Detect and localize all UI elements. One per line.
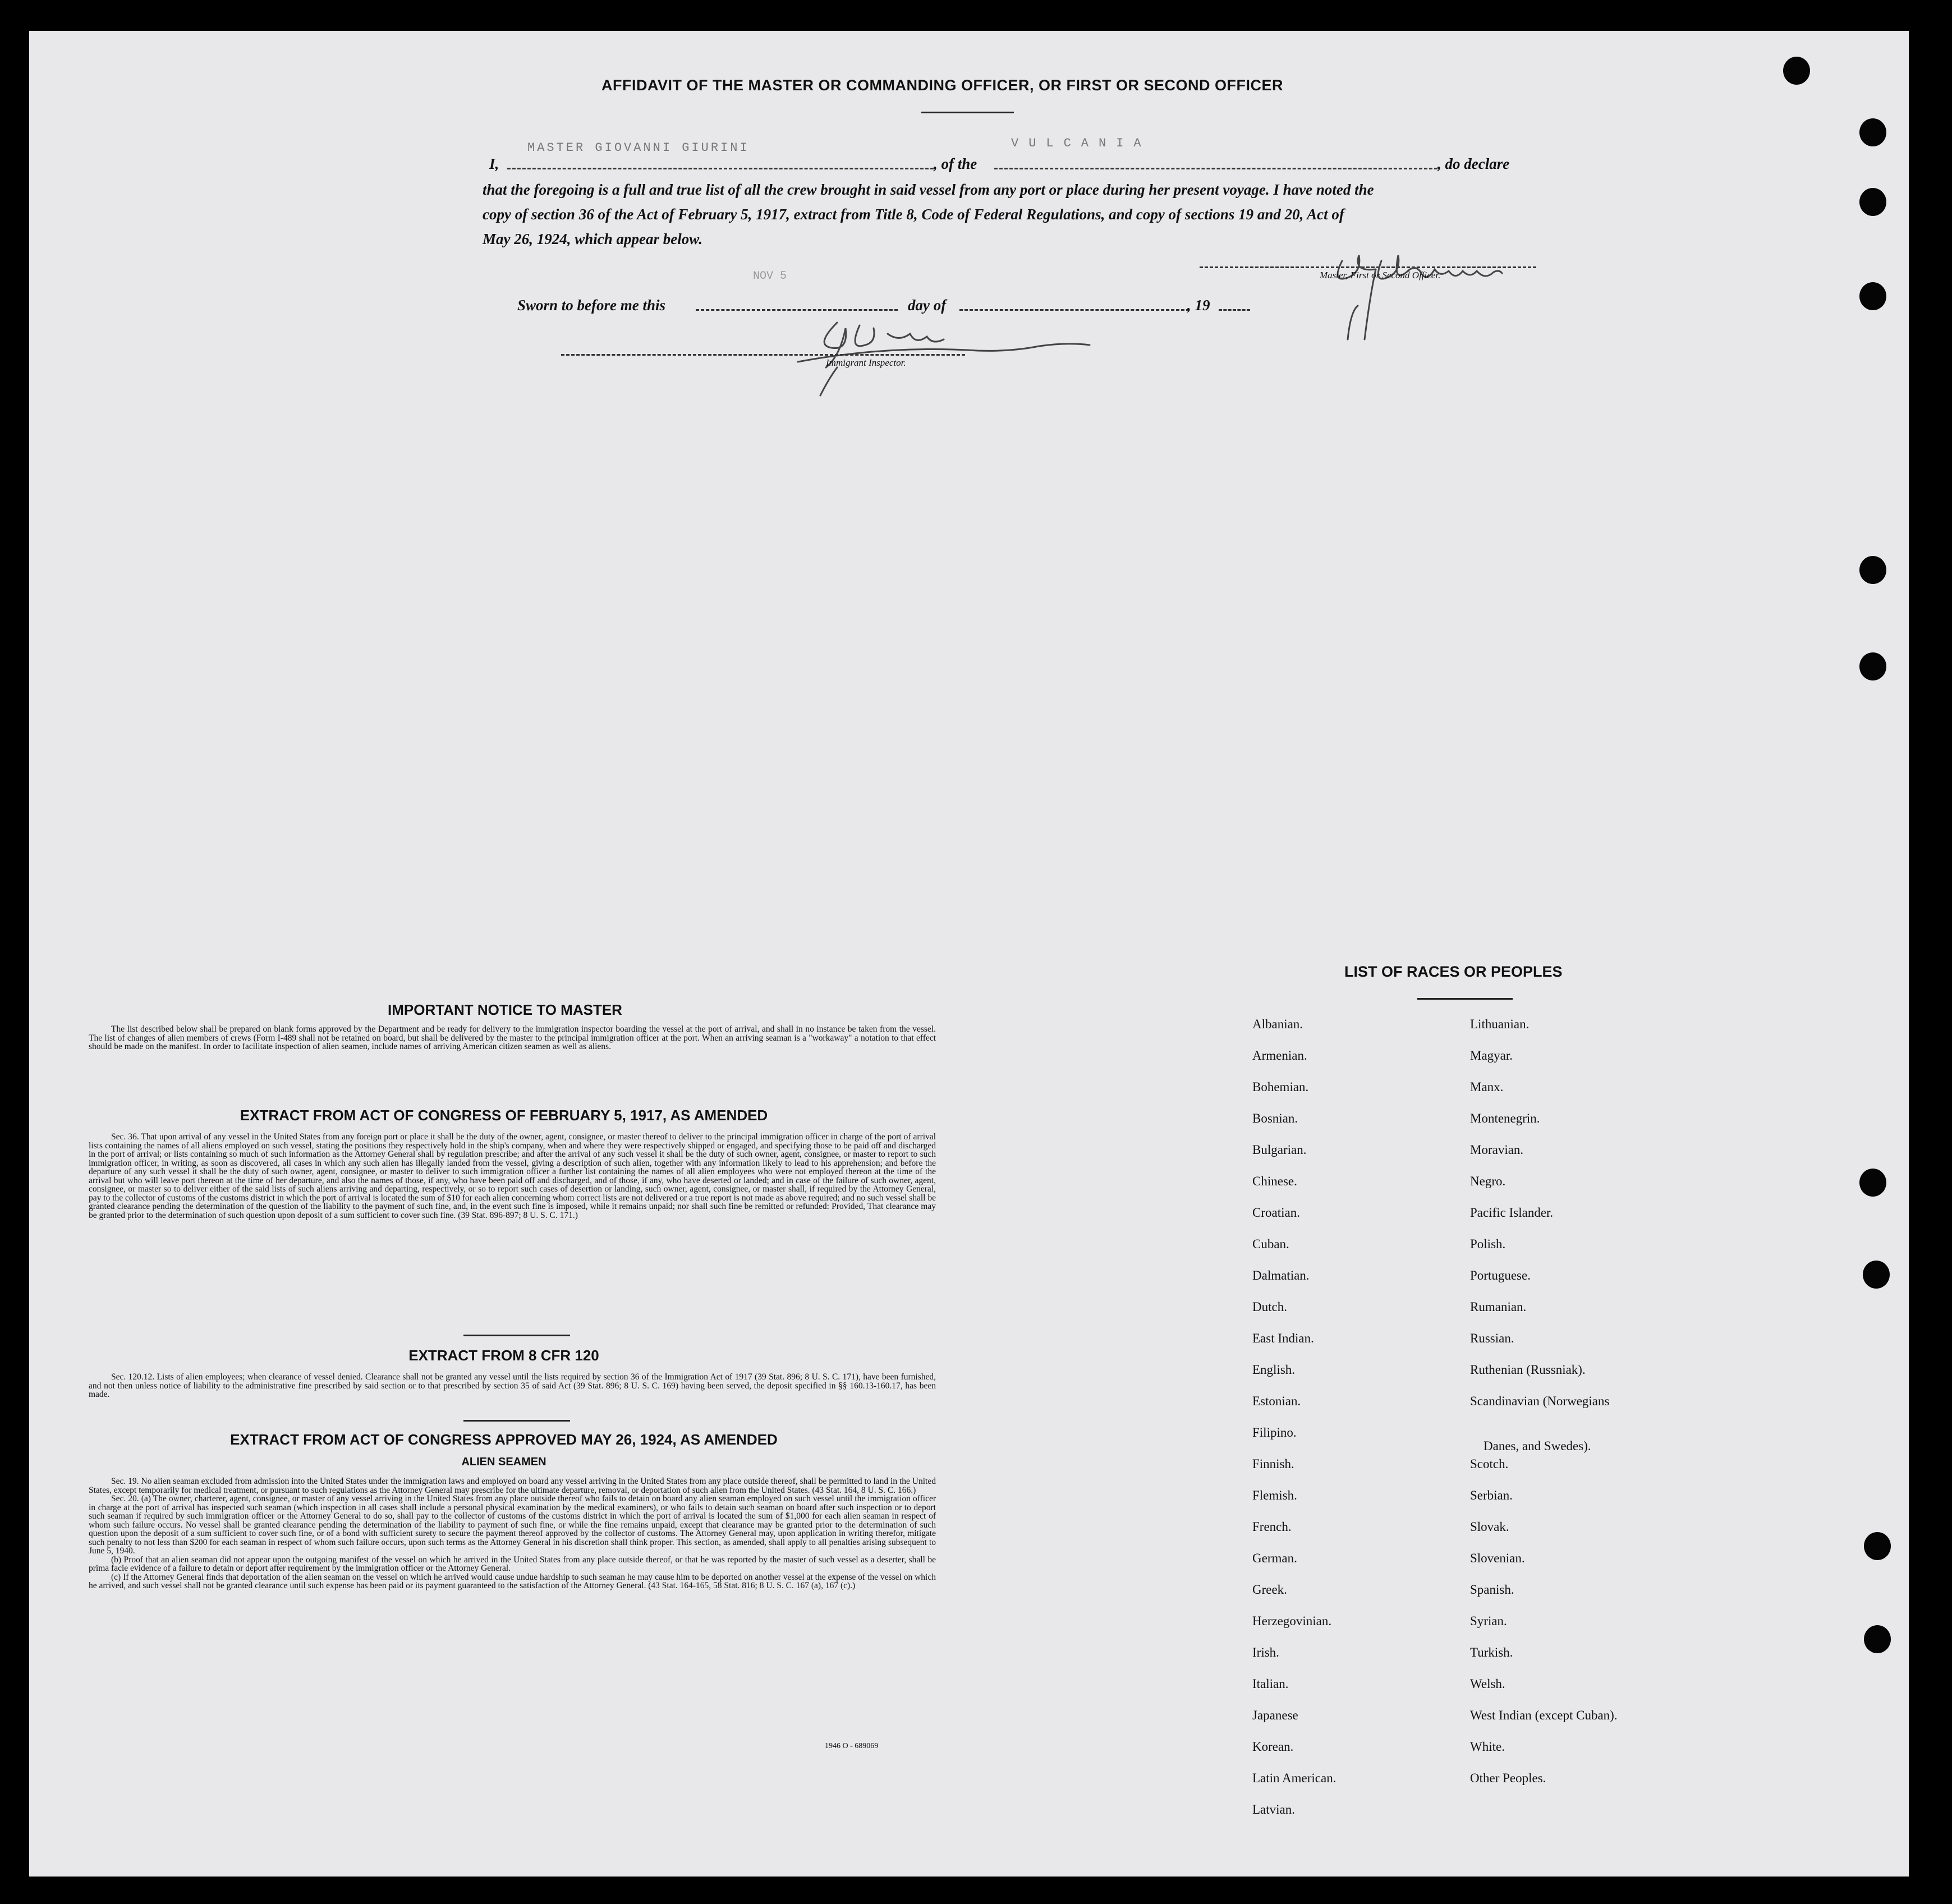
punch-hole xyxy=(1864,1532,1891,1560)
race-item: German. xyxy=(1252,1551,1297,1565)
race-item: Pacific Islander. xyxy=(1470,1206,1554,1220)
race-item: Japanese xyxy=(1252,1708,1298,1722)
sworn-date-line xyxy=(696,309,898,311)
sec19-paragraph: Sec. 19. No alien seaman excluded from admission into the United States under the immigration laws and employed on board any vessel arriving in the United States from any place outside thereof, shall be permitted to land in the United States, except temporarily for medical treatment, or pursuant to such regulations as the Attorney General may prescribe for the ultimate departure, removal, or deportation of such alien from the United States. (43 Stat. 164, 8 U. S. C. 166.) xyxy=(89,1477,936,1495)
race-item: East Indian. xyxy=(1252,1331,1314,1345)
race-item: Rumanian. xyxy=(1470,1300,1527,1314)
vessel-line xyxy=(994,168,1437,169)
race-item: Other Peoples. xyxy=(1470,1771,1546,1785)
punch-hole xyxy=(1863,1261,1890,1289)
race-item: Dalmatian. xyxy=(1252,1268,1310,1282)
section-divider xyxy=(463,1335,570,1336)
of-the-label: , of the xyxy=(934,155,977,172)
inspector-caption: Immigrant Inspector. xyxy=(826,357,906,368)
sec20a-paragraph: Sec. 20. (a) The owner, charterer, agent, consignee, or master of any vessel arriving in the United States from any place outside thereof who fails to detain on board any alien seaman employed on such vessel until the immigration officer in charge at the port of arrival has inspected such seaman (which inspection in all cases shall include a personal physical examination by the medical examiners), or who fails to detain such seaman on board after such inspection or to deport such seaman if required by such immigration officer or the Attorney General to do so, shall pay to the collector of customs of the customs district in which the port of arrival is located the sum of $1,000 for each alien seaman in respect of whom such failure occurs. No vessel shall be granted clearance pending the determination of the liability to payment of such fine, or while the fine remains unpaid, except that clearance may be granted prior to the determination of such question upon the deposit of a sum sufficient to cover such fine, or of a bond with sufficient surety to secure the payment thereof approved by the collector of customs. The Attorney General may, upon application in writing therefor, mitigate such penalty to not less than $200 for each seaman in respect of whom such failure occurs, upon such terms as the Attorney General in his discretion shall think proper. This section, as amended, shall apply to all penalties arising subsequent to June 5, 1940. xyxy=(89,1494,936,1556)
race-item: French. xyxy=(1252,1520,1292,1534)
day-of-label: day of xyxy=(908,297,947,314)
race-item: Korean. xyxy=(1252,1740,1294,1754)
race-item: Russian. xyxy=(1470,1331,1514,1345)
races-title: LIST OF RACES OR PEOPLES xyxy=(1344,963,1563,980)
race-item: Magyar. xyxy=(1470,1048,1513,1063)
race-item: Albanian. xyxy=(1252,1017,1303,1031)
extract-cfr-text xyxy=(89,1373,936,1399)
declaration-line-2: that the foregoing is a full and true list of all the crew brought in said vessel from any port or place during her present voyage. I have noted the xyxy=(483,181,1374,198)
race-item: Slovenian. xyxy=(1470,1551,1525,1565)
master-name: MASTER GIOVANNI GIURINI xyxy=(527,141,750,155)
extract-1924-title: EXTRACT FROM ACT OF CONGRESS APPROVED MAY 26, 1924, AS AMENDED xyxy=(230,1431,778,1448)
race-item: Serbian. xyxy=(1470,1488,1513,1502)
year-label: , 19 xyxy=(1187,297,1210,314)
do-declare-label: , do declare xyxy=(1437,155,1510,172)
race-item: English. xyxy=(1252,1363,1296,1377)
race-item: Welsh. xyxy=(1470,1677,1505,1691)
print-code: 1946 O - 689069 xyxy=(825,1742,879,1750)
master-name-line xyxy=(507,168,934,169)
race-item: Scandinavian (Norwegians xyxy=(1470,1394,1610,1408)
race-item: White. xyxy=(1470,1740,1505,1754)
race-item: Turkish. xyxy=(1470,1645,1513,1659)
races-title-divider xyxy=(1417,998,1513,1000)
alien-seamen-subtitle: ALIEN SEAMEN xyxy=(461,1456,546,1468)
month-line xyxy=(959,309,1189,311)
sec36-paragraph: Sec. 36. That upon arrival of any vessel in the United States from any foreign port or place it shall be the duty of the owner, agent, consignee, or master thereof to deliver to the principal immigration officer in charge of the port of arrival lists containing the names of all aliens employed on such vessel, stating the positions they respectively hold in the ship's company, when and where they were respectively shipped or engaged, and specifying those to be paid off and discharged in the port of arrival; or lists containing so much of such information as the Attorney General shall by regulation prescribe; and after the arrival of any such vessel it shall be the duty of such owner, agent, consignee, or master to report to such immigration officer, in writing, as soon as discovered, all cases in which any such alien has illegally landed from the vessel, giving a description of such alien, together with any information likely to lead to his apprehension; and before the departure of any such vessel it shall be the duty of such owner, agent, consignee, or master to deliver to such immigration officer a further list containing the names of all alien employees who were not employed thereon at the time of the arrival but who will leave port thereon at the time of her departure, and also the names of those, if any, who have been paid off and discharged, and of those, if any, who have deserted or landed; and in case of the failure of such owner, agent, consignee, or master so to deliver either of the said lists of such aliens arriving and departing, respectively, or so to report such cases of desertion or landing, such owner, agent, consignee, or master shall, if required by the Attorney General, pay to the collector of customs of the customs district in which the port of arrival is located the sum of $10 for each alien concerning whom correct lists are not delivered or a true report is not made as above required; and no such vessel shall be granted clearance pending the determination of the question of the liability to the payment of such fine, and, in the event such fine is imposed, while it remains unpaid; nor shall such fine be remitted or refunded: Provided, That clearance may be granted prior to the determination of such question upon deposit of a sum sufficient to cover such fine. (39 Stat. 896-897; 8 U. S. C. 171.) xyxy=(89,1132,936,1220)
punch-hole xyxy=(1859,282,1886,310)
race-item: Finnish. xyxy=(1252,1457,1294,1471)
race-item: Bulgarian. xyxy=(1252,1143,1307,1157)
race-item: Latvian. xyxy=(1252,1802,1295,1816)
master-signature-caption: Master, First or Second Officer. xyxy=(1320,270,1441,280)
declaration-line-4: May 26, 1924, which appear below. xyxy=(483,231,703,247)
notice-title: IMPORTANT NOTICE TO MASTER xyxy=(388,1001,622,1018)
document-page xyxy=(29,31,1909,1877)
race-item: Latin American. xyxy=(1252,1771,1336,1785)
master-signature xyxy=(1308,238,1544,351)
section-divider xyxy=(463,1420,570,1422)
affidavit-title: AFFIDAVIT OF THE MASTER OR COMMANDING OFFICER, OR FIRST OR SECOND OFFICER xyxy=(601,77,1283,94)
notice-paragraph: The list described below shall be prepared on blank forms approved by the Department and be ready for delivery to the immigration inspector boarding the vessel at the port of arrival, and shall in no instance be taken from the vessel. The list of changes of alien members of crews (Form I-489 shall not be retained on board, but shall be delivered by the master to the principal immigration officer at the port. When an arriving seaman is a "workaway" a notation to that effect should be made on the manifest. In order to facilitate inspection of alien seamen, include names of arriving American citizen seamen as well as aliens. xyxy=(89,1024,936,1051)
extract-1917-title: EXTRACT FROM ACT OF CONGRESS OF FEBRUARY 5, 1917, AS AMENDED xyxy=(240,1107,768,1124)
race-item: Bosnian. xyxy=(1252,1111,1298,1125)
punch-hole xyxy=(1859,556,1886,584)
race-item: Croatian. xyxy=(1252,1206,1300,1220)
declaration-line-3: copy of section 36 of the Act of February 5, 1917, extract from Title 8, Code of Federal Regulations, and copy of sections 19 and 20, Act of xyxy=(483,206,1344,223)
race-item: Irish. xyxy=(1252,1645,1279,1659)
date-stamp: NOV 5 xyxy=(753,270,787,283)
race-item: Moravian. xyxy=(1470,1143,1524,1157)
extract-1917-text xyxy=(89,1133,936,1220)
title-divider xyxy=(921,112,1014,113)
punch-hole xyxy=(1859,652,1886,680)
notice-text xyxy=(89,1025,936,1051)
punch-hole xyxy=(1864,1625,1891,1653)
race-item: Chinese. xyxy=(1252,1174,1297,1188)
punch-hole xyxy=(1859,1169,1886,1197)
race-item: Herzegovinian. xyxy=(1252,1614,1332,1628)
cfr-paragraph: Sec. 120.12. Lists of alien employees; when clearance of vessel denied. Clearance shall not be granted any vessel until the lists required by section 36 of the Immigration Act of 1917 (39 Stat. 896; 8 U. S. C. 171), have been furnished, and not then unless notice of liability to the administrative fine prescribed by said section or to that prescribed by section 35 of said Act (39 Stat. 896; 8 U. S. C. 169) having been served, the deposit specified in §§ 160.13-160.17, has been made. xyxy=(89,1372,936,1399)
year-line xyxy=(1219,309,1250,311)
sec20c-paragraph: (c) If the Attorney General finds that deportation of the alien seaman on the vessel on which he arrived would cause undue hardship to such seaman he may cause him to be deported on another vessel at the expense of the vessel on which he arrived, and such vessel shall not be granted clearance until such expense has been paid or its payment guaranteed to the satisfaction of the Attorney General. (43 Stat. 164-165, 58 Stat. 816; 8 U. S. C. 167 (a), 167 (c).) xyxy=(89,1572,936,1590)
race-item: Cuban. xyxy=(1252,1237,1289,1251)
race-item: Estonian. xyxy=(1252,1394,1301,1408)
extract-cfr-title: EXTRACT FROM 8 CFR 120 xyxy=(408,1347,599,1364)
race-item: Montenegrin. xyxy=(1470,1111,1540,1125)
race-item: Portuguese. xyxy=(1470,1268,1531,1282)
race-item: Armenian. xyxy=(1252,1048,1307,1063)
sec20b-paragraph: (b) Proof that an alien seaman did not appear upon the outgoing manifest of the vessel on which he arrived in the United States from any place outside thereof, or that he was reported by the master of such vessel as a deserter, shall be prima facie evidence of a failure to detain or deport after requirement by the immigration officer or the Attorney General. xyxy=(89,1555,936,1573)
race-item: Bohemian. xyxy=(1252,1080,1309,1094)
race-item: Negro. xyxy=(1470,1174,1506,1188)
i-label: I, xyxy=(489,155,499,172)
race-item: Slovak. xyxy=(1470,1520,1509,1534)
race-item: Filipino. xyxy=(1252,1425,1297,1440)
race-item: Greek. xyxy=(1252,1583,1287,1597)
race-item: Lithuanian. xyxy=(1470,1017,1530,1031)
race-item: Syrian. xyxy=(1470,1614,1507,1628)
race-item: Scotch. xyxy=(1470,1457,1509,1471)
sworn-label: Sworn to before me this xyxy=(517,297,666,314)
race-item: Danes, and Swedes). xyxy=(1483,1439,1591,1453)
inspector-signature-line xyxy=(561,354,965,356)
vessel-name: VULCANIA xyxy=(1011,136,1151,150)
punch-hole xyxy=(1783,57,1810,85)
race-item: Manx. xyxy=(1470,1080,1504,1094)
race-item: Ruthenian (Russniak). xyxy=(1470,1363,1586,1377)
race-item: West Indian (except Cuban). xyxy=(1470,1708,1618,1722)
punch-hole xyxy=(1859,188,1886,216)
race-item: Dutch. xyxy=(1252,1300,1287,1314)
extract-1924-text xyxy=(89,1477,936,1590)
race-item: Italian. xyxy=(1252,1677,1289,1691)
race-item: Polish. xyxy=(1470,1237,1506,1251)
race-item: Flemish. xyxy=(1252,1488,1297,1502)
race-item: Spanish. xyxy=(1470,1583,1514,1597)
punch-hole xyxy=(1859,118,1886,146)
